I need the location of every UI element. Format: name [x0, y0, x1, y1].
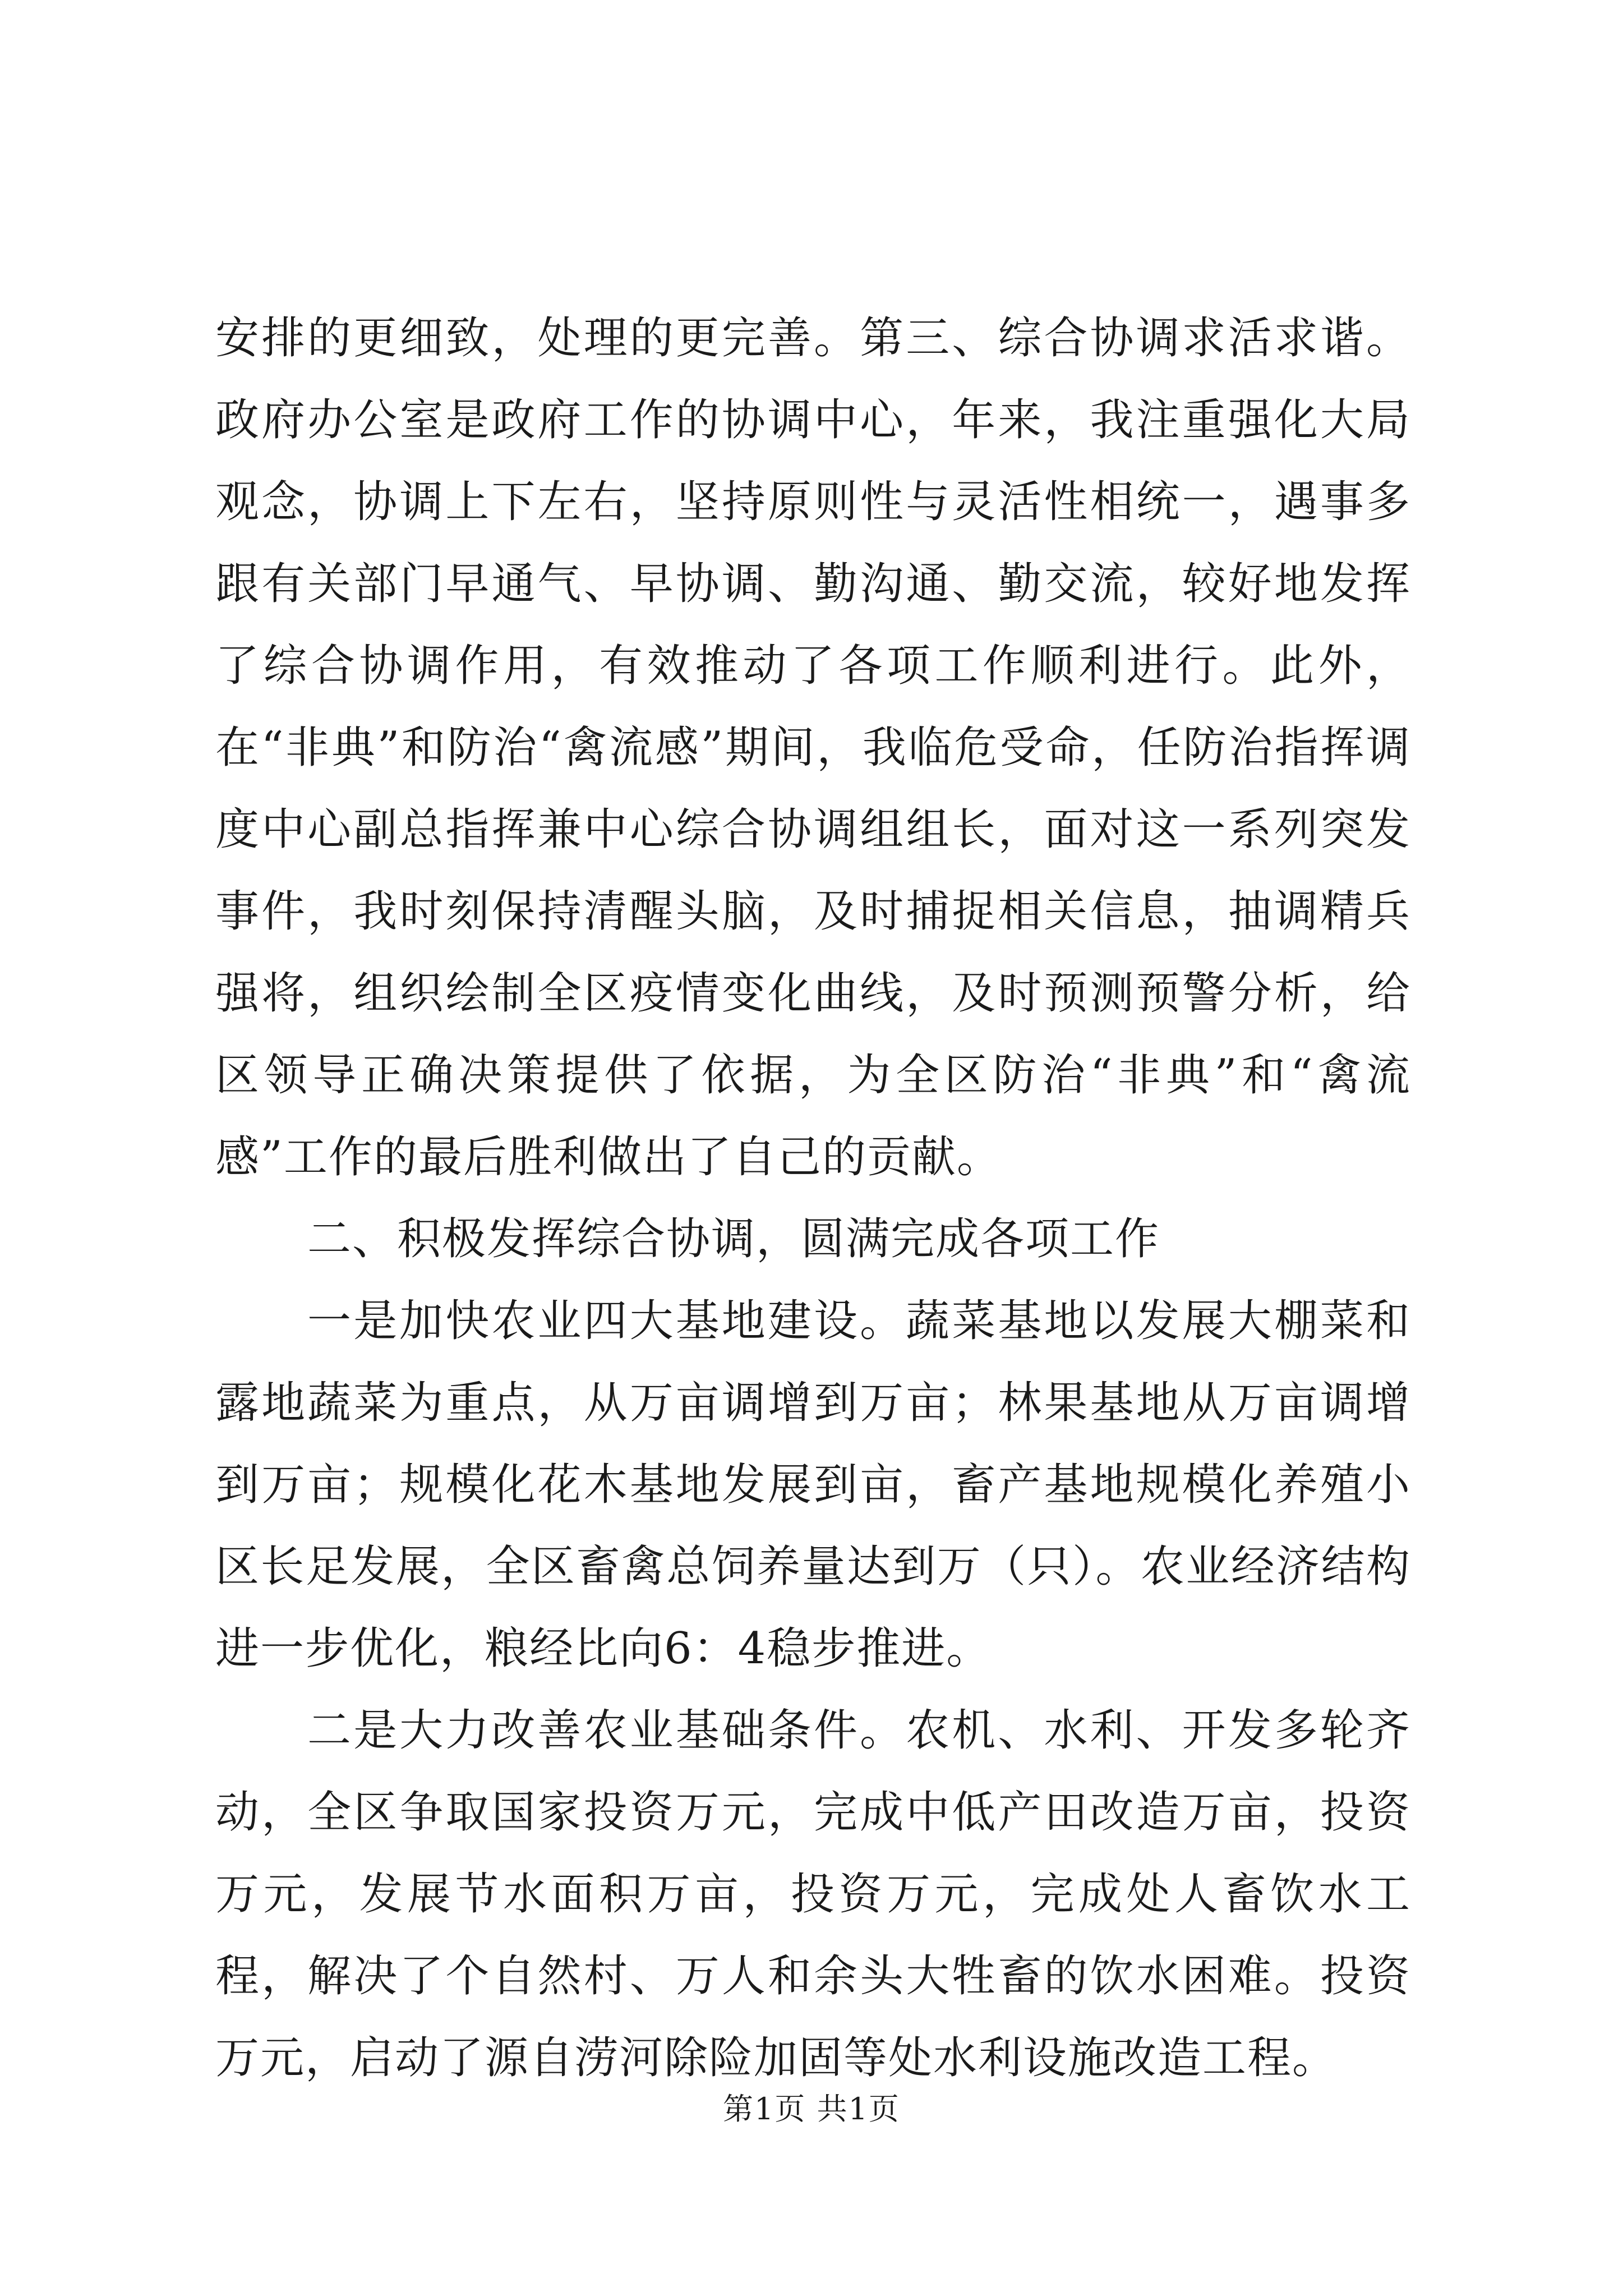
paragraph-continuation: 安排的更细致，处理的更完善。第三、综合协调求活求谐。政府办公室是政府工作的协调中心，年来，我注重强化大局观念，协调上下左右，坚持原则性与灵活性相统一，遇事多跟有关部门早通气、早协调、勤沟通、勤交流，较好地发挥了综合协调作用，有效推动了各项工作顺利进行。此外，在“非典”和防治“禽流感”期间，我临危受命，任防治指挥调度中心副总指挥兼中心综合协调组组长，面对这一系列突发事件，我时刻保持清醒头脑，及时捕捉相关信息，抽调精兵强将，组织绘制全区疫情变化曲线，及时预测预警分析，给区领导正确决策提供了依据，为全区防治“非典”和“禽流感”工作的最后胜利做出了自己的贡献。 [215, 313, 1411, 1182]
section-heading: 二、积极发挥综合协调，圆满完成各项工作 [307, 1214, 1160, 1264]
paragraph-agriculture-bases: 一是加快农业四大基地建设。蔬菜基地以发展大棚菜和露地蔬菜为重点，从万亩调增到万亩；林果基地从万亩调增到万亩；规模化花木基地发展到亩，畜产基地规模化养殖小区长足发展，全区畜禽总饲养量达到万（只）。农业经济结构进一步优化，粮经比向6：4稳步推进。 [215, 1296, 1411, 1674]
page-footer: 第1页 共1页 [723, 2091, 900, 2127]
document-body [215, 297, 1411, 2099]
paragraph-agriculture-infrastructure: 二是大力改善农业基础条件。农机、水利、开发多轮齐动，全区争取国家投资万元，完成中低产田改造万亩，投资万元，发展节水面积万亩，投资万元，完成处人畜饮水工程，解决了个自然村、万人和余头大牲畜的饮水困难。投资万元，启动了源自涝河除险加固等处水利设施改造工程。 [215, 1705, 1411, 2083]
